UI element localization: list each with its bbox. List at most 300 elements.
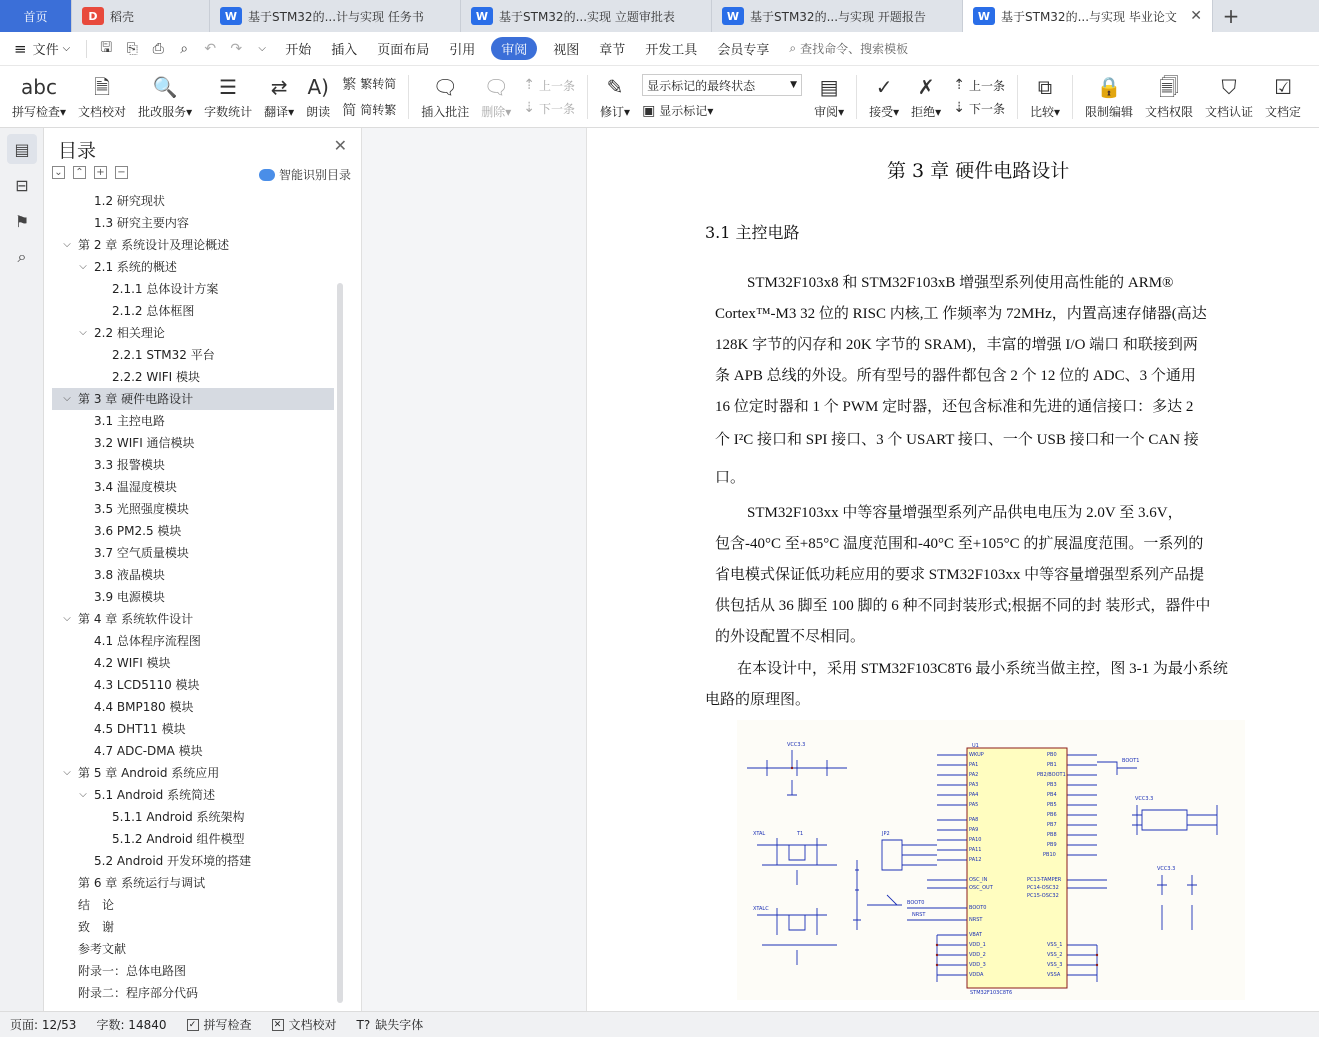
svg-text:PA8: PA8 — [969, 817, 979, 823]
toc-item-label: 4.3 LCD5110 模块 — [94, 678, 200, 692]
word-count-button[interactable] — [198, 68, 258, 126]
spell-check-label: 拼写检查▾ — [12, 105, 67, 119]
toc-item[interactable] — [52, 960, 334, 982]
accept-label: 接受▾ — [869, 105, 900, 119]
toc-item-label: 第 4 章 系统软件设计 — [78, 612, 194, 626]
new-tab-plus-icon[interactable]: + — [1222, 4, 1240, 28]
toc-item[interactable] — [52, 652, 334, 674]
close-icon[interactable]: ✕ — [1190, 8, 1202, 24]
doc-final-label: 文档定 — [1265, 105, 1302, 119]
redo-icon[interactable]: ↷ — [230, 40, 243, 57]
svg-text:XTALC: XTALC — [753, 906, 769, 912]
chevron-down-icon[interactable]: ⌵ — [79, 261, 87, 272]
markup-state-select[interactable] — [642, 74, 802, 96]
toc-item[interactable] — [52, 212, 334, 234]
toc-item-label: 3.7 空气质量模块 — [94, 546, 189, 560]
toc-item-label: 第 6 章 系统运行与调试 — [78, 876, 206, 890]
svg-text:PB10: PB10 — [1043, 852, 1056, 858]
toc-item-label: 2.2.2 WIFI 模块 — [112, 370, 201, 384]
doc-proof-label: 文档校对 — [78, 105, 127, 119]
next-comment-button[interactable]: ⇣ 下一条 — [523, 100, 576, 116]
toc-item[interactable] — [52, 454, 334, 476]
tab-docer[interactable] — [72, 0, 210, 32]
toc-item[interactable] — [52, 586, 334, 608]
review-ribbon — [0, 66, 1319, 128]
status-spell-check[interactable]: ✓ 拼写检查 — [177, 1016, 262, 1033]
svg-text:WKUP: WKUP — [969, 752, 984, 758]
accept-icon: ✓ — [875, 75, 893, 99]
menu-divider — [86, 40, 87, 58]
schematic-image — [737, 720, 1245, 1000]
save-icon[interactable]: 🖫 — [100, 39, 113, 56]
to-traditional-button[interactable]: 繁 繁转简 — [342, 74, 396, 94]
next-revision-icon: ⇣ — [953, 100, 965, 116]
toc-item-label: 附录二：程序部分代码 — [78, 986, 199, 1000]
toc-item[interactable] — [52, 740, 334, 762]
body-line: 128K 字节的闪存和 20K 字节的 SRAM)，丰富的增强 I/O 端口 和联接到两 — [715, 337, 1198, 353]
toc-item[interactable] — [52, 344, 334, 366]
svg-text:JP2: JP2 — [882, 831, 890, 837]
svg-text:VDD_3: VDD_3 — [969, 962, 986, 968]
file-menu[interactable] — [0, 39, 80, 58]
menu-bar — [0, 32, 1319, 66]
doc-proof-icon: 🗎 — [94, 75, 111, 99]
translate-button[interactable] — [258, 68, 300, 126]
doc-permission-icon: 🗐 — [1159, 75, 1180, 99]
svg-text:PA4: PA4 — [969, 792, 979, 798]
read-aloud-label: 朗读 — [306, 105, 331, 119]
body-line: 的外设配置不尽相同。 — [715, 629, 866, 645]
revise-button[interactable] — [594, 68, 636, 126]
svg-text:PA1: PA1 — [969, 762, 979, 768]
svg-text:PA2: PA2 — [969, 772, 979, 778]
doc-proof-button[interactable] — [72, 68, 132, 126]
comment-nav-group — [517, 68, 581, 126]
menu-chapter[interactable]: 章节 — [599, 43, 626, 58]
toc-item-label: 2.1.1 总体设计方案 — [112, 282, 219, 296]
doc-final-button[interactable] — [1259, 68, 1301, 126]
svg-text:PB3: PB3 — [1047, 782, 1057, 788]
review-pane-icon: ▤ — [819, 75, 839, 99]
toc-item-label: 4.5 DHT11 模块 — [94, 722, 186, 736]
tab-proposal[interactable] — [712, 0, 963, 32]
chevron-down-icon[interactable]: ⌵ — [63, 767, 71, 778]
svg-text:U1: U1 — [972, 743, 979, 749]
menu-devtools[interactable]: 开发工具 — [645, 43, 698, 58]
body-line: STM32F103x8 和 STM32F103xB 增强型系列使用高性能的 ARM® — [747, 275, 1174, 291]
word-count-icon: ☰ — [219, 75, 238, 99]
bookmark-icon[interactable]: ⚑ — [14, 211, 30, 231]
tab-thesis[interactable] — [963, 0, 1213, 32]
translate-label: 翻译▾ — [264, 105, 295, 119]
toc-item[interactable] — [52, 300, 334, 322]
toc-item-label: 4.4 BMP180 模块 — [94, 700, 194, 714]
collapse-all-icon[interactable]: ⌄ — [52, 166, 65, 179]
compare-button[interactable] — [1024, 68, 1066, 126]
svg-text:PB7: PB7 — [1047, 822, 1057, 828]
svg-text:XTAL: XTAL — [753, 831, 766, 837]
toc-item-label: 5.1.2 Android 组件模型 — [112, 832, 245, 846]
show-markup-button[interactable]: ▣ 显示标记 ▾ — [642, 102, 714, 119]
toc-item-label: 5.1.1 Android 系统架构 — [112, 810, 245, 824]
svg-text:T1: T1 — [797, 831, 804, 837]
toc-item[interactable] — [52, 916, 334, 938]
svg-text:OSC_IN: OSC_IN — [969, 877, 988, 883]
svg-text:PB4: PB4 — [1047, 792, 1057, 798]
doc-permission-button[interactable] — [1139, 68, 1199, 126]
toc-item[interactable] — [52, 410, 334, 432]
svg-text:PB2/BOOT1: PB2/BOOT1 — [1037, 772, 1066, 778]
left-tool-strip — [0, 128, 44, 1011]
svg-text:PC13-TAMPER: PC13-TAMPER — [1027, 877, 1062, 883]
svg-text:NRST: NRST — [969, 917, 983, 923]
doc-permission-label: 文档权限 — [1145, 105, 1194, 119]
doc-cert-label: 文档认证 — [1205, 105, 1254, 119]
toc-item-label: 第 2 章 系统设计及理论概述 — [78, 238, 230, 252]
toc-item-label: 附录一：总体电路图 — [78, 964, 187, 978]
tab-task-book-label: 基于STM32的...计与实现 任务书 — [248, 9, 424, 24]
toc-tools — [52, 166, 128, 179]
body-line: 供包括从 36 脚至 100 脚的 6 种不同封装形式;根据不同的封 装形式，器件中 — [715, 598, 1211, 614]
doc-cert-button[interactable] — [1199, 68, 1259, 126]
file-menu-label: 文件 — [32, 43, 59, 58]
toc-item[interactable] — [52, 564, 334, 586]
read-aloud-icon: A) — [307, 75, 329, 99]
svg-text:NRST: NRST — [912, 912, 926, 918]
delete-comment-label: 删除▾ — [481, 105, 512, 119]
svg-text:VCC3.3: VCC3.3 — [1157, 866, 1176, 872]
toc-item[interactable] — [52, 542, 334, 564]
svg-text:VDD_2: VDD_2 — [969, 952, 986, 958]
body-line: 条 APB 总线的外设。所有型号的器件都包含 2 个 12 位的 ADC、3 个通用 — [715, 368, 1196, 384]
chevron-down-icon: ⌵ — [62, 43, 71, 54]
schematic-figure — [737, 720, 1245, 1000]
toc-item[interactable] — [52, 190, 334, 212]
toc-item[interactable] — [52, 630, 334, 652]
smart-toc-button[interactable] — [259, 166, 351, 183]
status-bar — [0, 1011, 1319, 1037]
undo-icon[interactable]: ↶ — [204, 40, 217, 57]
ribbon-divider — [408, 75, 409, 119]
svg-text:BOOT0: BOOT0 — [969, 905, 987, 911]
chevron-down-icon: ▼ — [790, 80, 798, 90]
export-icon[interactable]: ⎘ — [126, 40, 138, 57]
proof-icon: ✕ — [272, 1019, 284, 1031]
toc-item[interactable] — [52, 718, 334, 740]
word-count-indicator[interactable]: 字数: 14840 — [96, 1018, 167, 1032]
svg-text:VSS_2: VSS_2 — [1047, 952, 1063, 958]
toc-item-label: 3.4 温湿度模块 — [94, 480, 177, 494]
ribbon-divider — [587, 75, 588, 119]
simplified-icon: 简 — [342, 102, 357, 119]
svg-text:VBAT: VBAT — [969, 932, 982, 938]
revise-label: 修订▾ — [600, 105, 631, 119]
toc-item[interactable] — [52, 894, 334, 916]
body-line: STM32F103xx 中等容量增强型系列产品供电电压为 2.0V 至 3.6V， — [747, 505, 1183, 521]
svg-text:BOOT0: BOOT0 — [907, 900, 925, 906]
toc-item[interactable] — [52, 278, 334, 300]
body-line: 16 位定时器和 1 个 PWM 定时器，还包含标准和先进的通信接口：多达 2 — [715, 399, 1194, 415]
chevron-down-icon[interactable]: ⌵ — [63, 239, 71, 250]
menu-member[interactable]: 会员专享 — [717, 43, 770, 58]
body-line: 省电模式保证低功耗应用的要求 STM32F103xx 中等容量增强型系列产品提 — [715, 567, 1205, 583]
toc-item-label: 第 5 章 Android 系统应用 — [78, 766, 220, 780]
translate-icon: ⇄ — [270, 75, 288, 99]
toc-item[interactable] — [52, 366, 334, 388]
page-indicator[interactable]: 页面: 12/53 — [10, 1018, 77, 1032]
comment-delete-icon: 🗨 — [483, 75, 509, 99]
toc-item-label: 2.2.1 STM32 平台 — [112, 348, 215, 362]
check-icon: ✓ — [187, 1019, 199, 1031]
section-heading: 3.1 主控电路 — [705, 223, 800, 242]
svg-text:PC14-OSC32: PC14-OSC32 — [1027, 885, 1059, 891]
doc-final-icon: ☑ — [1274, 75, 1293, 99]
body-line: 口。 — [715, 470, 746, 486]
body-line: 在本设计中，采用 STM32F103C8T6 最小系统当做主控，图 3-1 为最小系统 — [737, 661, 1228, 677]
toc-scrollbar[interactable] — [337, 283, 343, 1003]
delete-comment-button[interactable] — [475, 68, 517, 126]
cloud-icon — [259, 169, 275, 181]
comment-plus-icon: 🗨 — [432, 75, 458, 99]
word-logo-icon: W — [722, 7, 744, 25]
command-search-label: 查找命令、搜索模板 — [800, 42, 909, 56]
toc-item[interactable] — [52, 938, 334, 960]
reject-button[interactable] — [905, 68, 947, 126]
markup-group — [636, 68, 808, 126]
tab-task-book[interactable] — [210, 0, 461, 32]
toc-panel-title: 目录 — [58, 140, 97, 162]
svg-text:PB8: PB8 — [1047, 832, 1057, 838]
toc-item-label: 参考文献 — [78, 942, 127, 956]
toc-item[interactable] — [52, 850, 334, 872]
svg-text:PA11: PA11 — [969, 847, 982, 853]
traditional-icon: 繁 — [342, 76, 357, 93]
spell-check-icon: abc — [21, 75, 57, 99]
toc-item-label: 3.9 电源模块 — [94, 590, 165, 604]
chapter-nav-icon[interactable]: ⊟ — [15, 175, 29, 195]
ribbon-divider — [1017, 75, 1018, 119]
word-logo-icon: W — [220, 7, 242, 25]
chevron-down-icon[interactable]: ⌵ — [258, 43, 266, 54]
word-count-label: 字数统计 — [204, 105, 253, 119]
tab-docer-label: 稻壳 — [110, 9, 135, 24]
toc-panel-icon[interactable]: ▤ — [7, 134, 37, 164]
toc-item-label: 5.1 Android 系统简述 — [94, 788, 216, 802]
restrict-edit-button[interactable] — [1079, 68, 1139, 126]
font-icon: T? — [356, 1017, 371, 1032]
svg-text:PA5: PA5 — [969, 802, 979, 808]
svg-text:PA12: PA12 — [969, 857, 982, 863]
toc-list — [52, 190, 334, 1010]
svg-text:BOOT1: BOOT1 — [1122, 758, 1140, 764]
status-missing-font[interactable]: T? 缺失字体 — [356, 1017, 424, 1032]
menu-view[interactable]: 视图 — [553, 43, 580, 58]
command-search[interactable] — [779, 40, 918, 57]
spell-check-button[interactable] — [6, 68, 72, 126]
toc-item[interactable] — [52, 872, 334, 894]
review-service-button[interactable] — [132, 68, 198, 126]
tab-home-label: 首页 — [23, 9, 48, 24]
toc-item-label: 4.7 ADC-DMA 模块 — [94, 744, 203, 758]
next-revision-button[interactable]: ⇣ 下一条 — [953, 100, 1005, 116]
body-line: Cortex™-M3 32 位的 RISC 内核,工 作频率为 72MHz，内置高速存储器(高达 — [715, 306, 1207, 322]
svg-text:VSS_1: VSS_1 — [1047, 942, 1063, 948]
toc-item-label: 4.1 总体程序流程图 — [94, 634, 201, 648]
toc-item-label: 致 谢 — [78, 920, 115, 934]
minus-icon[interactable]: − — [115, 166, 128, 179]
svg-text:OSC_OUT: OSC_OUT — [969, 885, 993, 891]
show-markup-icon: ▣ — [642, 102, 656, 119]
to-simplified-button[interactable]: 简 简转繁 — [342, 100, 396, 120]
toc-item[interactable] — [52, 784, 334, 806]
restrict-edit-label: 限制编辑 — [1085, 105, 1134, 119]
search-icon[interactable]: ⌕ — [17, 247, 27, 266]
svg-text:PA10: PA10 — [969, 837, 982, 843]
toc-item-label: 第 3 章 硬件电路设计 — [78, 392, 194, 406]
prev-revision-button[interactable]: ⇡ 上一条 — [953, 77, 1005, 93]
revise-icon: ✎ — [606, 75, 624, 99]
toc-item-label: 3.5 光照强度模块 — [94, 502, 189, 516]
body-line: 包含-40°C 至+85°C 温度范围和-40°C 至+105°C 的扩展温度范围。一系列的 — [715, 536, 1204, 552]
document-area — [362, 128, 1319, 1011]
tab-thesis-label: 基于STM32的...与实现 毕业论文 — [1001, 9, 1177, 24]
review-service-icon: 🔍 — [152, 75, 178, 99]
compare-icon: ⧉ — [1037, 75, 1053, 99]
toc-panel — [44, 128, 362, 1011]
toc-item-label: 2.1.2 总体框图 — [112, 304, 195, 318]
insert-comment-button[interactable] — [415, 68, 475, 126]
toc-item[interactable] — [52, 762, 334, 784]
ribbon-divider — [856, 75, 857, 119]
toc-item[interactable] — [52, 674, 334, 696]
svg-text:PB6: PB6 — [1047, 812, 1057, 818]
docer-logo-icon: D — [82, 7, 104, 25]
reject-label: 拒绝▾ — [911, 105, 942, 119]
read-aloud-button[interactable] — [300, 68, 336, 126]
document-page[interactable] — [586, 128, 1319, 1011]
toc-item[interactable] — [52, 608, 334, 630]
menu-reference[interactable]: 引用 — [449, 43, 476, 58]
svg-text:PB9: PB9 — [1047, 842, 1057, 848]
toc-item-label: 4.2 WIFI 模块 — [94, 656, 171, 670]
svg-text:STM32F103C8T6: STM32F103C8T6 — [970, 990, 1013, 996]
accept-button[interactable] — [863, 68, 905, 126]
svg-text:PC15-OSC32: PC15-OSC32 — [1027, 893, 1059, 899]
expand-all-icon[interactable]: ⌃ — [73, 166, 86, 179]
close-icon[interactable]: ✕ — [333, 136, 347, 155]
reject-icon: ✗ — [917, 75, 935, 99]
toc-item-label: 1.3 研究主要内容 — [94, 216, 189, 230]
word-logo-icon: W — [973, 7, 995, 25]
toc-item[interactable] — [52, 234, 334, 256]
tab-approval-form[interactable] — [461, 0, 712, 32]
status-doc-proof[interactable]: ✕ 文档校对 — [262, 1016, 347, 1033]
plus-icon[interactable]: + — [94, 166, 107, 179]
shield-icon: ⛉ — [1221, 75, 1237, 99]
prev-comment-icon: ⇡ — [523, 77, 535, 93]
tab-proposal-label: 基于STM32的...与实现 开题报告 — [750, 9, 926, 24]
toc-item-label: 3.2 WIFI 通信模块 — [94, 436, 195, 450]
toc-item[interactable] — [52, 982, 334, 1004]
review-service-label: 批改服务▾ — [138, 105, 193, 119]
search-icon: ⌕ — [789, 41, 797, 55]
toc-item-label: 结 论 — [78, 898, 115, 912]
next-comment-icon: ⇣ — [523, 100, 535, 116]
svg-text:VSSA: VSSA — [1047, 972, 1061, 978]
chevron-down-icon[interactable]: ⌵ — [79, 327, 87, 338]
toc-item-label: 2.1 系统的概述 — [94, 260, 177, 274]
chevron-down-icon[interactable]: ⌵ — [79, 789, 87, 800]
hamburger-icon: ≡ — [14, 39, 27, 58]
toc-item[interactable] — [52, 322, 334, 344]
toc-item[interactable] — [52, 498, 334, 520]
lock-icon: 🔒 — [1096, 75, 1122, 99]
toc-item[interactable] — [52, 696, 334, 718]
toc-item[interactable] — [52, 806, 334, 828]
review-pane-label: 审阅▾ — [814, 105, 845, 119]
toc-item[interactable] — [52, 256, 334, 278]
toc-item-label: 3.8 液晶模块 — [94, 568, 165, 582]
menu-insert[interactable]: 插入 — [331, 43, 358, 58]
chevron-down-icon[interactable]: ⌵ — [63, 393, 71, 404]
body-line: 个 I²C 接口和 SPI 接口、3 个 USART 接口、一个 USB 接口和一个 CAN 接 — [715, 432, 1199, 448]
prev-revision-icon: ⇡ — [953, 77, 965, 93]
svg-text:PA3: PA3 — [969, 782, 979, 788]
markup-state-value: 显示标记的最终状态 — [647, 78, 756, 93]
smart-toc-label: 智能识别目录 — [278, 168, 351, 182]
compare-label: 比较▾ — [1029, 105, 1060, 119]
toc-item-label: 3.6 PM2.5 模块 — [94, 524, 182, 538]
toc-item[interactable] — [52, 828, 334, 850]
toc-item[interactable] — [52, 520, 334, 542]
toc-item-label: 3.3 报警模块 — [94, 458, 165, 472]
print-preview-icon[interactable]: ⌕ — [180, 40, 189, 57]
chapter-heading: 第 3 章 硬件电路设计 — [887, 160, 1070, 182]
toc-item[interactable] — [52, 432, 334, 454]
svg-text:PA9: PA9 — [969, 827, 979, 833]
svg-text:PB5: PB5 — [1047, 802, 1057, 808]
tab-bar — [0, 0, 1319, 32]
prev-comment-button[interactable]: ⇡ 上一条 — [523, 77, 576, 93]
word-logo-icon: W — [471, 7, 493, 25]
ribbon-divider — [1072, 75, 1073, 119]
svg-text:VDDA: VDDA — [969, 972, 984, 978]
tab-home[interactable] — [0, 0, 72, 32]
review-pane-button[interactable] — [808, 68, 850, 126]
toc-item-label: 2.2 相关理论 — [94, 326, 165, 340]
body-line: 电路的原理图。 — [705, 692, 811, 708]
insert-comment-label: 插入批注 — [421, 105, 470, 119]
svg-text:PB0: PB0 — [1047, 752, 1057, 758]
menu-layout[interactable]: 页面布局 — [377, 43, 430, 58]
svg-text:VSS_3: VSS_3 — [1047, 962, 1063, 968]
convert-group — [336, 68, 402, 126]
print-icon[interactable]: ⎙ — [152, 40, 164, 57]
toc-item-label: 5.2 Android 开发环境的搭建 — [94, 854, 252, 868]
svg-text:VDD_1: VDD_1 — [969, 942, 986, 948]
svg-text:PB1: PB1 — [1047, 762, 1057, 768]
menu-start[interactable]: 开始 — [285, 43, 312, 58]
svg-text:VCC3.3: VCC3.3 — [787, 742, 806, 748]
menu-review[interactable]: 审阅 — [491, 37, 537, 60]
toc-item[interactable] — [52, 476, 334, 498]
chevron-down-icon[interactable]: ⌵ — [63, 613, 71, 624]
toc-item[interactable] — [52, 388, 334, 410]
toc-item-label: 3.1 主控电路 — [94, 414, 165, 428]
toc-item-label: 1.2 研究现状 — [94, 194, 165, 208]
tab-approval-form-label: 基于STM32的...实现 立题审批表 — [499, 9, 675, 24]
revision-nav-group — [947, 68, 1011, 126]
